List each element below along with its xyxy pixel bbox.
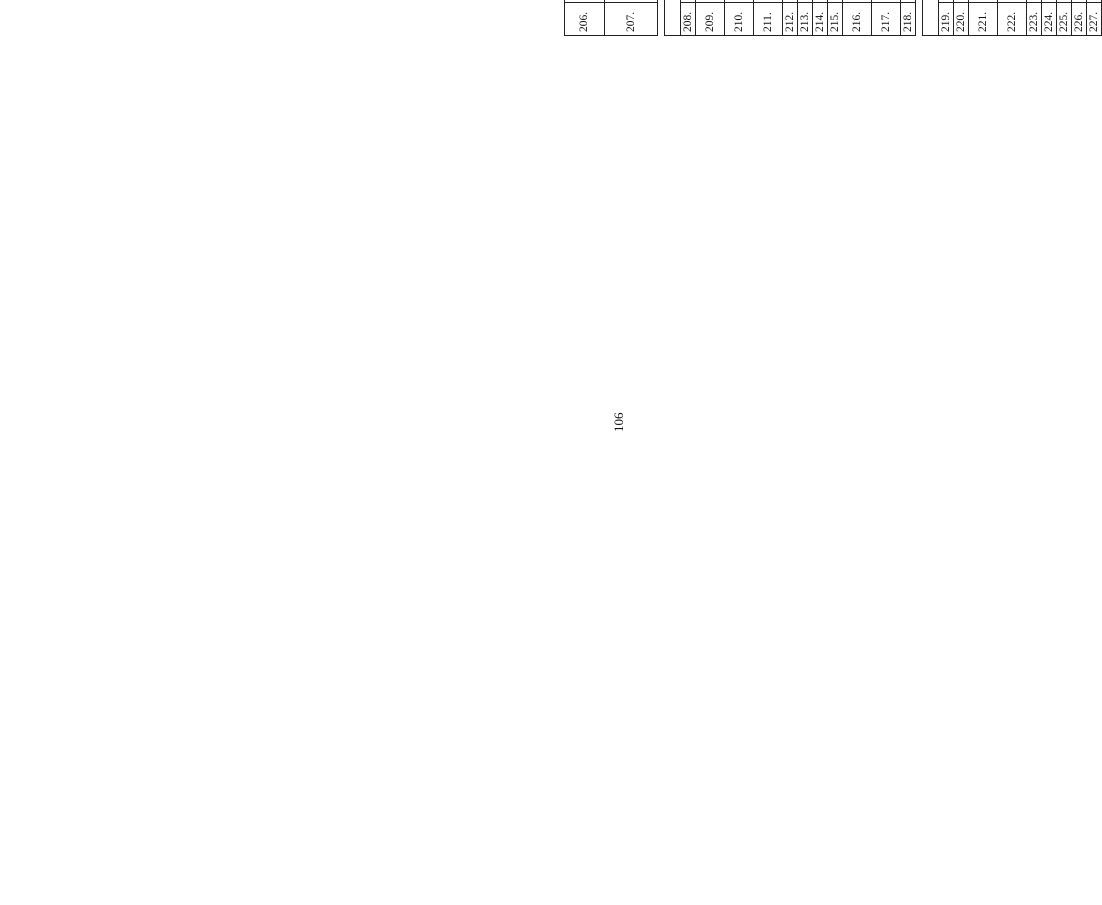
table-row (1042, 0, 1057, 36)
section-header-row (665, 0, 681, 36)
table-row (605, 0, 658, 36)
item-name (1057, 0, 1072, 3)
table-row (1027, 0, 1042, 36)
item-name (901, 0, 916, 3)
section-spacer (658, 0, 665, 36)
item-number: 221. (969, 3, 998, 36)
item-number: 227. (1087, 3, 1102, 36)
item-name (1042, 0, 1057, 3)
item-number: 214. (813, 3, 828, 36)
section-header-row (923, 0, 939, 36)
item-name (725, 0, 754, 3)
item-number: 220. (954, 3, 969, 36)
table-row (954, 0, 969, 36)
spacer-cell (658, 0, 665, 36)
page-number: 106 (611, 412, 626, 432)
item-name (1087, 0, 1102, 3)
item-name (783, 0, 798, 3)
table-row (872, 0, 901, 36)
item-number: 218. (901, 3, 916, 36)
item-name (1027, 0, 1042, 3)
item-number: 222. (998, 3, 1027, 36)
table-row (798, 0, 813, 36)
section-title (923, 0, 939, 36)
item-name (605, 0, 658, 3)
item-name (998, 0, 1027, 3)
spacer-cell (916, 0, 923, 36)
table-row (843, 0, 872, 36)
table-row (696, 0, 725, 36)
table-row (681, 0, 696, 36)
item-number: 226. (1072, 3, 1087, 36)
item-name (969, 0, 998, 3)
item-number: 219. (939, 3, 954, 36)
item-name (954, 0, 969, 3)
item-number: 210. (725, 3, 754, 36)
item-number: 213. (798, 3, 813, 36)
equipment-table-wrapper (564, 0, 1102, 36)
item-name (798, 0, 813, 3)
section-spacer (916, 0, 923, 36)
section-title (665, 0, 681, 36)
table-row (783, 0, 798, 36)
table-row (1072, 0, 1087, 36)
item-name (681, 0, 696, 3)
item-name (872, 0, 901, 3)
item-number: 215. (828, 3, 843, 36)
table-row (828, 0, 843, 36)
item-name (843, 0, 872, 3)
table-row (939, 0, 954, 36)
item-number: 225. (1057, 3, 1072, 36)
table-row (565, 0, 605, 36)
item-name (696, 0, 725, 3)
item-name (754, 0, 783, 3)
item-number: 217. (872, 3, 901, 36)
table-body (565, 0, 1102, 36)
item-number: 207. (605, 3, 658, 36)
table-row (1057, 0, 1072, 36)
table-row (1087, 0, 1102, 36)
table-row (725, 0, 754, 36)
item-name (565, 0, 605, 3)
item-name (828, 0, 843, 3)
equipment-table (564, 0, 1102, 36)
item-number: 209. (696, 3, 725, 36)
item-name (939, 0, 954, 3)
table-row (969, 0, 998, 36)
table-row (813, 0, 828, 36)
item-number: 211. (754, 3, 783, 36)
table-row (998, 0, 1027, 36)
item-number: 223. (1027, 3, 1042, 36)
item-number: 206. (565, 3, 605, 36)
table-row (754, 0, 783, 36)
item-name (1072, 0, 1087, 3)
item-number: 212. (783, 3, 798, 36)
item-name (813, 0, 828, 3)
table-row (901, 0, 916, 36)
item-number: 224. (1042, 3, 1057, 36)
item-number: 208. (681, 3, 696, 36)
item-number: 216. (843, 3, 872, 36)
